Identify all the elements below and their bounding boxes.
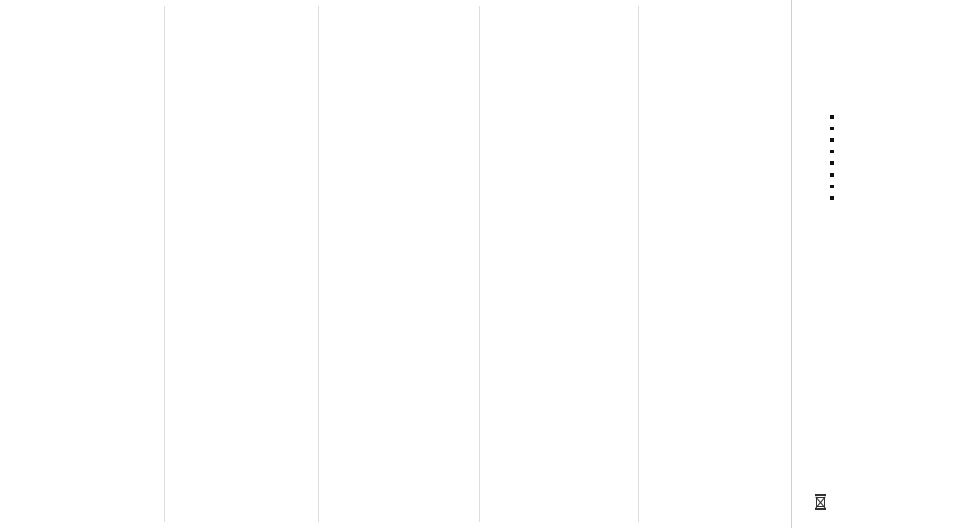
bullet-icon	[830, 185, 834, 189]
page-column-uzbek	[483, 8, 557, 10]
bullet-icon	[830, 138, 834, 142]
bullet-icon	[830, 173, 834, 177]
toc-item[interactable]	[830, 192, 945, 204]
cover-page	[791, 0, 954, 528]
bullet-icon	[830, 150, 834, 154]
toc-item[interactable]	[830, 111, 945, 123]
page-divider	[318, 6, 319, 522]
toc-item[interactable]	[830, 157, 945, 169]
page-column-czech	[8, 8, 81, 10]
bullet-icon	[830, 161, 834, 165]
page-divider	[638, 6, 639, 522]
toc-item[interactable]	[830, 134, 945, 146]
toc-item[interactable]	[830, 181, 945, 193]
toc-item[interactable]	[830, 169, 945, 181]
page-divider	[164, 6, 165, 522]
bullet-icon	[830, 196, 834, 200]
toc-item[interactable]	[830, 123, 945, 135]
table-of-contents	[830, 111, 945, 204]
toc-item[interactable]	[830, 146, 945, 158]
bullet-icon	[830, 115, 834, 119]
recycle-bin-icon	[814, 494, 827, 510]
bullet-icon	[830, 127, 834, 131]
page-column-belarusian	[322, 8, 396, 10]
page-column-ukrainian	[168, 8, 239, 10]
page-divider	[479, 6, 480, 522]
